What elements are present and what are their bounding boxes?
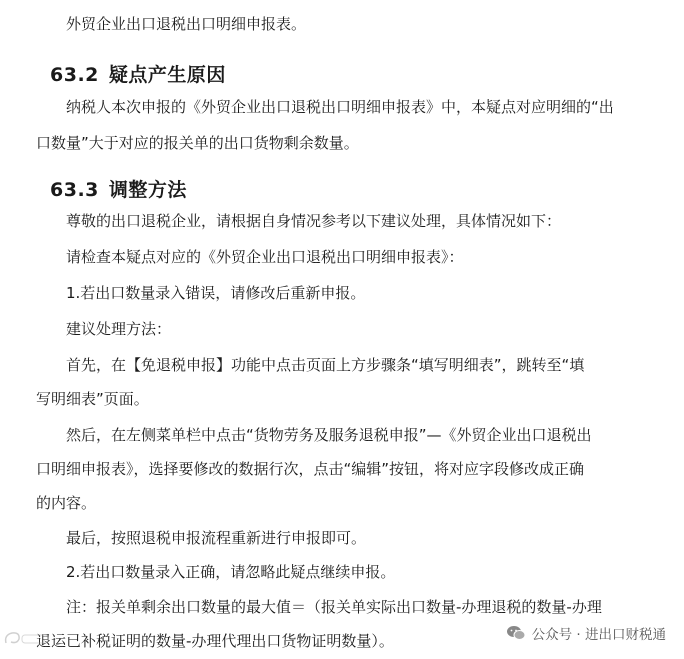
section-heading-63-3 bbox=[50, 175, 187, 202]
section-number: 63.2 bbox=[50, 64, 99, 86]
section-title: 调整方法 bbox=[108, 179, 187, 201]
section-title: 疑点产生原因 bbox=[108, 64, 226, 86]
paragraph-then-line3: 的内容。 bbox=[36, 494, 97, 512]
paragraph-top: 外贸企业出口退税出口明细申报表。 bbox=[66, 15, 307, 33]
faded-logo-mark bbox=[2, 629, 52, 647]
paragraph-then-line1: 然后，在左侧菜单栏中点击“货物劳务及服务退税申报”—《外贸企业出口退税出 bbox=[66, 426, 592, 444]
paragraph-intro: 尊敬的出口退税企业，请根据自身情况参考以下建议处理，具体情况如下： bbox=[66, 212, 562, 230]
paragraph-note-line2: 退运已补税证明的数量-办理代理出口货物证明数量）。 bbox=[36, 632, 394, 650]
paragraph-item-1: 1.若出口数量录入错误，请修改后重新申报。 bbox=[66, 284, 366, 302]
paragraph-suggest: 建议处理方法： bbox=[66, 320, 172, 338]
paragraph-cause-line1: 纳税人本次申报的《外贸企业出口退税出口明细申报表》中，本疑点对应明细的“出 bbox=[66, 98, 614, 116]
section-heading-63-2 bbox=[50, 60, 226, 87]
section-number: 63.3 bbox=[50, 179, 99, 201]
paragraph-last: 最后，按照退税申报流程重新进行申报即可。 bbox=[66, 529, 367, 547]
paragraph-first-line2: 写明细表”页面。 bbox=[36, 390, 149, 408]
paragraph-then-line2: 口明细申报表》，选择要修改的数据行次，点击“编辑”按钮，将对应字段修改成正确 bbox=[36, 460, 585, 478]
wechat-icon bbox=[506, 625, 526, 641]
watermark-text: 公众号 · 进出口财税通 bbox=[531, 627, 666, 643]
wechat-watermark bbox=[506, 623, 666, 643]
paragraph-item-2: 2.若出口数量录入正确，请忽略此疑点继续申报。 bbox=[66, 563, 396, 581]
paragraph-first-line1: 首先，在【免退税申报】功能中点击页面上方步骤条“填写明细表”，跳转至“填 bbox=[66, 356, 585, 374]
paragraph-note-line1: 注：报关单剩余出口数量的最大值＝（报关单实际出口数量-办理退税的数量-办理 bbox=[66, 598, 602, 616]
paragraph-check: 请检查本疑点对应的《外贸企业出口退税出口明细申报表》： bbox=[66, 248, 464, 266]
paragraph-cause-line2: 口数量”大于对应的报关单的出口货物剩余数量。 bbox=[36, 134, 359, 152]
